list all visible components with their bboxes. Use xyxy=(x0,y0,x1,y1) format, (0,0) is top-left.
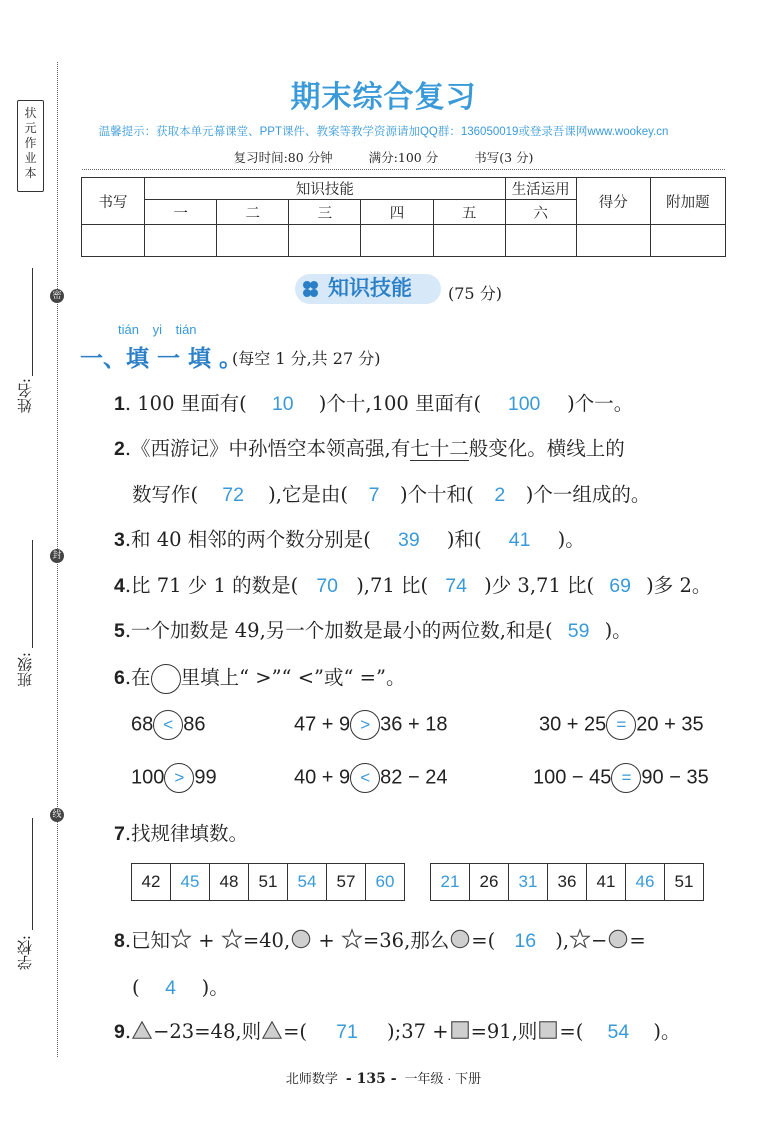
star-icon xyxy=(569,928,591,950)
answer-blank[interactable]: 10 xyxy=(271,393,294,415)
writing-score: 书写(3 分) xyxy=(474,150,534,165)
score-col: 二 xyxy=(217,200,289,225)
circle-icon xyxy=(607,928,629,950)
badge-dot-icon xyxy=(310,289,318,297)
score-head-score: 得分 xyxy=(576,178,650,225)
question-1: 1. 100 里面有( 10 )个十,100 里面有( 100 )个一。 xyxy=(114,392,634,415)
question-2-cont: 数写作( 72 ),它是由( 7 )个十和( 2 )个一组成的。 xyxy=(132,483,651,506)
score-cell[interactable] xyxy=(505,225,576,257)
seq-cell: 42 xyxy=(132,864,171,901)
name-label: 姓名: xyxy=(16,378,34,414)
underlined-word: 七十二 xyxy=(410,437,469,460)
comparison: 100 − 45 = 90 − 35 xyxy=(533,763,709,793)
heading-pinyin: tián yi tián xyxy=(118,322,197,337)
seq-answer[interactable]: 21 xyxy=(431,864,470,901)
page-title: 期末综合复习 xyxy=(290,80,477,115)
question-7: 7.找规律填数。 xyxy=(114,822,249,845)
score-cell[interactable] xyxy=(217,225,289,257)
answer-blank[interactable]: 74 xyxy=(445,575,467,597)
compare-answer[interactable]: < xyxy=(350,763,380,793)
compare-answer[interactable]: = xyxy=(606,710,636,740)
answer-blank[interactable]: 7 xyxy=(368,484,380,506)
question-8-cont: ( 4 )。 xyxy=(132,976,229,999)
answer-blank[interactable]: 72 xyxy=(222,484,244,506)
comparison: 68 < 86 xyxy=(131,710,206,740)
score-cell[interactable] xyxy=(145,225,217,257)
score-table xyxy=(81,177,726,257)
answer-blank[interactable]: 70 xyxy=(316,575,339,597)
page-number: - 135 - xyxy=(345,1071,397,1087)
school-field[interactable] xyxy=(32,818,33,930)
exam-meta xyxy=(0,148,767,166)
compare-answer[interactable]: > xyxy=(350,710,380,740)
name-field[interactable] xyxy=(32,268,33,376)
circle-icon xyxy=(290,928,312,950)
part-heading: 一、填 一 填 。 xyxy=(80,345,243,372)
star-icon xyxy=(221,928,243,950)
seal-mark-xian: 线 xyxy=(50,808,64,822)
score-cell[interactable] xyxy=(650,225,725,257)
score-head-application: 生活运用 xyxy=(505,178,576,200)
score-head-writing: 书写 xyxy=(82,178,145,225)
part-note: (每空 1 分,共 27 分) xyxy=(232,349,381,368)
seq-answer[interactable]: 45 xyxy=(171,864,210,901)
star-icon xyxy=(170,928,192,950)
question-8: 8.已知 + =40, + =36,那么 =( 16 ), − = xyxy=(114,929,646,952)
answer-blank[interactable]: 39 xyxy=(398,529,420,551)
question-4: 4.比 71 少 1 的数是( 70 ),71 比( 74 )少 3,71 比( 69 )多 2。 xyxy=(114,574,712,597)
seq-cell: 51 xyxy=(249,864,288,901)
score-head-extra: 附加题 xyxy=(650,178,725,225)
score-cell[interactable] xyxy=(433,225,505,257)
answer-blank[interactable]: 59 xyxy=(567,620,590,642)
comparison: 40 + 9 < 82 − 24 xyxy=(294,763,447,793)
seq-cell: 51 xyxy=(665,864,704,901)
sequence-a xyxy=(131,863,405,901)
empty-circle-icon xyxy=(151,664,181,694)
compare-answer[interactable]: = xyxy=(611,763,641,793)
section-badge xyxy=(295,274,441,304)
comparison: 30 + 25 = 20 + 35 xyxy=(539,710,704,740)
brand-box: 状 元 作 业 本 xyxy=(17,100,44,192)
full-score: 满分:100 分 xyxy=(368,150,439,165)
exam-time: 复习时间:80 分钟 xyxy=(233,150,333,165)
question-3: 3.和 40 相邻的两个数分别是( 39 )和( 41 )。 xyxy=(114,528,585,551)
page-footer xyxy=(0,1068,767,1087)
question-6: 6.在 里填上“ >”“ <”或“ =”。 xyxy=(114,662,406,694)
class-label: 班级: xyxy=(16,652,34,688)
score-head-knowledge: 知识技能 xyxy=(145,178,506,200)
answer-blank[interactable]: 69 xyxy=(609,575,631,597)
section-points: (75 分) xyxy=(448,284,502,303)
seq-cell: 57 xyxy=(327,864,366,901)
answer-blank[interactable]: 2 xyxy=(494,484,506,506)
score-col: 一 xyxy=(145,200,217,225)
footer-subject: 北师数学 xyxy=(285,1071,338,1086)
answer-blank[interactable]: 71 xyxy=(336,1021,358,1043)
badge-dot-icon xyxy=(310,281,318,289)
triangle-icon xyxy=(131,1019,153,1041)
square-icon xyxy=(537,1019,559,1041)
seq-answer[interactable]: 60 xyxy=(366,864,405,901)
score-col: 六 xyxy=(505,200,576,225)
comparison: 100 > 99 xyxy=(131,763,217,793)
square-icon xyxy=(449,1019,471,1041)
compare-answer[interactable]: > xyxy=(164,763,194,793)
score-col: 四 xyxy=(361,200,433,225)
seq-answer[interactable]: 46 xyxy=(626,864,665,901)
star-icon xyxy=(341,928,363,950)
badge-label: 知识技能 xyxy=(328,277,412,300)
school-label: 学校: xyxy=(16,935,34,971)
seq-cell: 26 xyxy=(470,864,509,901)
circle-icon xyxy=(449,928,471,950)
seal-mark-mi: 密 xyxy=(50,289,64,303)
seq-answer[interactable]: 31 xyxy=(509,864,548,901)
score-col: 五 xyxy=(433,200,505,225)
answer-blank[interactable]: 54 xyxy=(607,1021,630,1043)
seal-mark-feng: 封 xyxy=(50,549,64,563)
footer-grade: 一年级 · 下册 xyxy=(404,1071,482,1086)
score-cell[interactable] xyxy=(361,225,433,257)
seq-cell: 48 xyxy=(210,864,249,901)
compare-answer[interactable]: < xyxy=(153,710,183,740)
seq-cell: 41 xyxy=(587,864,626,901)
score-cell[interactable] xyxy=(576,225,650,257)
score-col: 三 xyxy=(289,200,361,225)
comparison: 47 + 9 > 36 + 18 xyxy=(294,710,447,740)
question-9: 9. −23=48,则 =( 71 );37 + =91,则 =( 54 )。 xyxy=(114,1020,681,1043)
answer-blank[interactable]: 41 xyxy=(508,529,531,551)
seq-cell: 36 xyxy=(548,864,587,901)
resource-tip: 温馨提示：获取本单元幕课堂、PPT课件、教案等教学资源请加QQ群：136050019或登录吾课网www.wookey.cn xyxy=(98,126,669,138)
score-cell[interactable] xyxy=(289,225,361,257)
sequence-b xyxy=(430,863,704,901)
question-5: 5.一个加数是 49,另一个加数是最小的两位数,和是( 59 )。 xyxy=(114,619,632,642)
answer-blank[interactable]: 100 xyxy=(507,393,541,415)
score-cell[interactable] xyxy=(82,225,145,257)
answer-blank[interactable]: 4 xyxy=(165,977,177,999)
triangle-icon xyxy=(261,1019,283,1041)
dotted-divider xyxy=(82,169,725,170)
question-2: 2.《西游记》中孙悟空本领高强,有七十二般变化。横线上的 xyxy=(114,437,625,460)
answer-blank[interactable]: 16 xyxy=(514,930,537,952)
seq-answer[interactable]: 54 xyxy=(288,864,327,901)
class-field[interactable] xyxy=(32,540,33,648)
